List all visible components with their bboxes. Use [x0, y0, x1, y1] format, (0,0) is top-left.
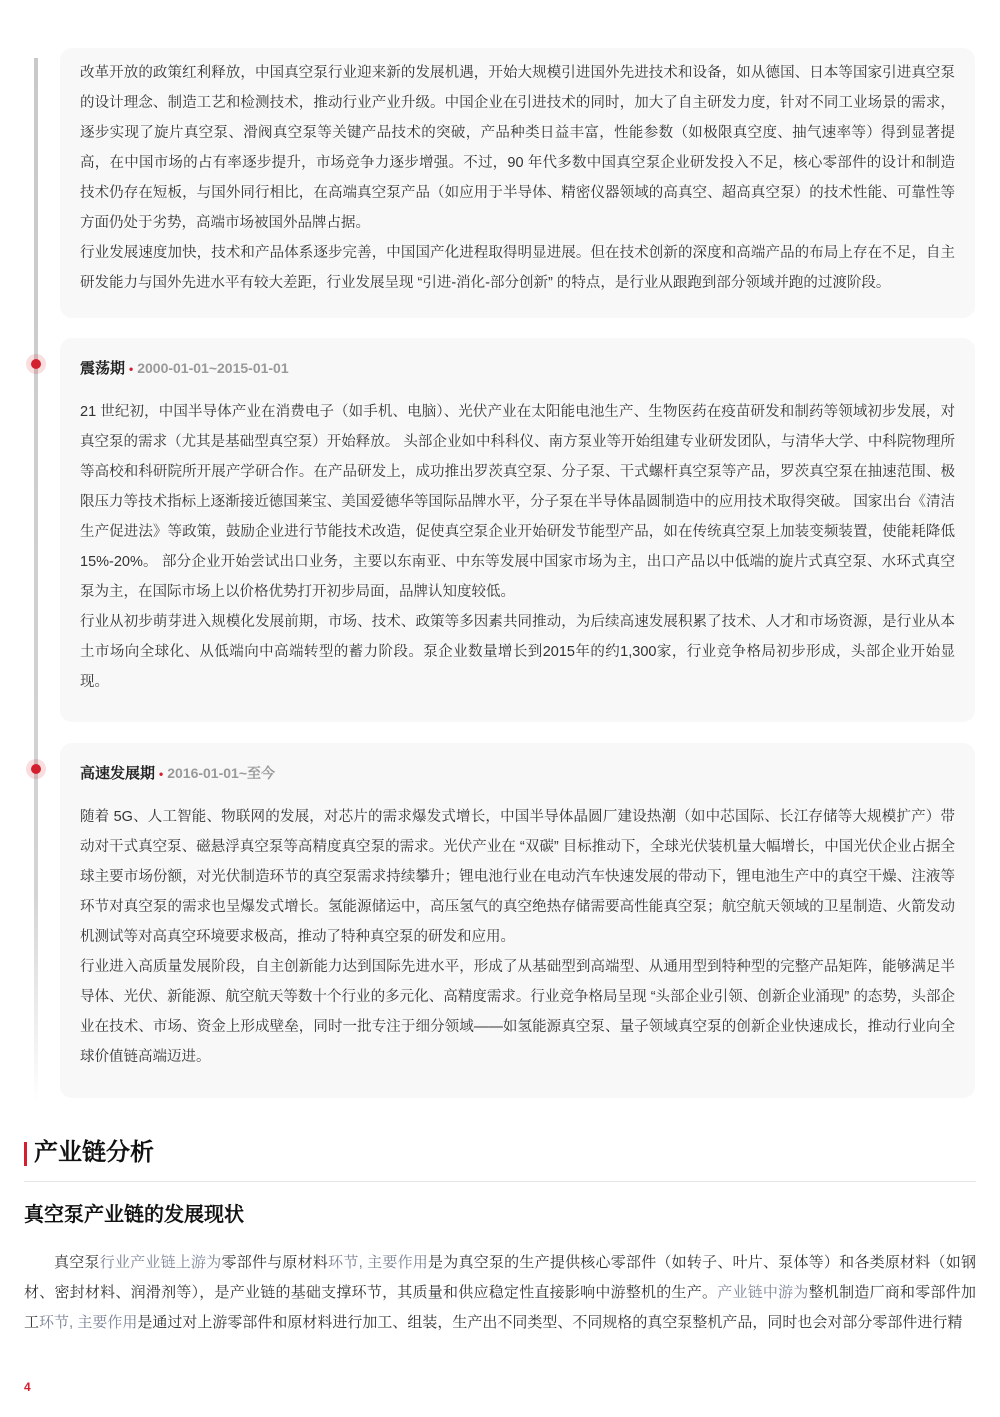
- card-paragraph: 行业进入高质量发展阶段，自主创新能力达到国际先进水平，形成了从基础型到高端型、从通用型到特种型的完整产品矩阵，能够满足半导体、光伏、新能源、航空航天等数十个行业的多元化、高精度需求。行业竞争格局呈现 “头部企业引领、创新企业涌现” 的态势，头部企业在技术、市场、资金上形成壁垒，同时一批专注于细分领域——如氢能源真空泵、量子领域真空泵的创新企业快速成长，推动行业向全球价值链高端迈进。: [80, 959, 955, 1065]
- body-text: 零部件与原材料: [221, 1254, 329, 1271]
- stage-date-range: 2000-01-01~2015-01-01: [137, 360, 289, 376]
- highlight-text: 行业产业链上游为: [99, 1254, 222, 1271]
- timeline-card-reform: [60, 48, 975, 318]
- body-text: 整机制造厂商和零部件加工: [24, 1284, 976, 1331]
- heading-accent-bar: [24, 1142, 27, 1166]
- timeline-dot-icon: [26, 354, 46, 374]
- card-header: [80, 761, 955, 786]
- card-paragraph: 行业发展速度加快，技术和产品体系逐步完善，中国国产化进程取得明显进展。但在技术创新的深度和高端产品的布局上存在不足，自主研发能力与国外先进水平有较大差距，行业发展呈现 “引进-消化-部分创新” 的特点，是行业从跟跑到部分领域并跑的过渡阶段。: [80, 245, 955, 291]
- timeline-dot-icon: [26, 759, 46, 779]
- highlight-text: 环节, 主要作用: [39, 1314, 138, 1331]
- body-paragraph: [24, 1248, 976, 1338]
- card-paragraph: 行业从初步萌芽进入规模化发展前期，市场、技术、政策等多因素共同推动，为后续高速发展积累了技术、人才和市场资源，是行业从本土市场向全球化、从低端向中高端转型的蓄力阶段。泵企业数量增长到2015年的约1,300家，行业竞争格局初步形成，头部企业开始显现。: [80, 614, 955, 690]
- highlight-text: 环节, 主要作用: [328, 1254, 429, 1271]
- page-number: 4: [24, 1380, 31, 1394]
- body-text: 真空泵: [54, 1254, 100, 1271]
- body-text: 是通过对上游零部件和原材料进行加工、组装，生产出不同类型、不同规格的真空泵整机产品，同时也会对部分零部件进行精: [137, 1314, 963, 1331]
- stage-title: 震荡期: [80, 360, 126, 377]
- timeline-card-turbulent: [60, 338, 975, 722]
- highlight-text: 产业链中游为: [717, 1284, 809, 1301]
- subsection-title: 真空泵产业链的发展现状: [24, 1204, 244, 1226]
- timeline-line: [34, 58, 38, 1103]
- body-text: 是为真空泵的生产提供核心零部件（如转子、叶片、泵体等）和各类原材料（如钢材、密封材料、润滑剂等），是产业链的基础支撑环节，其质量和供应稳定性直接影响中游整机的生产。: [24, 1254, 976, 1301]
- card-paragraph: 随着 5G、人工智能、物联网的发展，对芯片的需求爆发式增长，中国半导体晶圆厂建设热潮（如中芯国际、长江存储等大规模扩产）带动对干式真空泵、磁悬浮真空泵等高精度真空泵的需求。光伏产业在 “双碳” 目标推动下，全球光伏装机量大幅增长，中国光伏企业占据全球主要市场份额，对光伏制造环节的真空泵需求持续攀升；锂电池行业在电动汽车快速发展的带动下，锂电池生产中的真空干燥、注液等环节对真空泵的需求也呈爆发式增长。氢能源储运中，高压氢气的真空绝热存储需要高性能真空泵；航空航天领域的卫星制造、火箭发动机测试等对高真空环境要求极高，推动了特种真空泵的研发和应用。: [80, 809, 955, 945]
- separator-dot-icon: •: [159, 767, 164, 781]
- stage-date-range: 2016-01-01~至今: [167, 765, 276, 781]
- separator-dot-icon: •: [129, 362, 134, 376]
- card-header: [80, 356, 955, 381]
- card-paragraph: 21 世纪初，中国半导体产业在消费电子（如手机、电脑）、光伏产业在太阳能电池生产、生物医药在疫苗研发和制药等领域初步发展，对真空泵的需求（尤其是基础型真空泵）开始释放。 头部企业如中科科仪、南方泵业等开始组建专业研发团队，与清华大学、中科院物理所等高校和科研院所开展产学研合作。在产品研发上，成功推出罗茨真空泵、分子泵、干式螺杆真空泵等产品，罗茨真空泵在抽速范围、极限压力等技术指标上逐渐接近德国莱宝、美国爱德华等国际品牌水平，分子泵在半导体晶圆制造中的应用技术取得突破。 国家出台《清洁生产促进法》等政策，鼓励企业进行节能技术改造，促使真空泵企业开始研发节能型产品，如在传统真空泵上加装变频装置，使能耗降低15%-20%。 部分企业开始尝试出口业务，主要以东南亚、中东等发展中国家市场为主，出口产品以中低端的旋片式真空泵、水环式真空泵为主，在国际市场上以价格优势打开初步局面，品牌认知度较低。: [80, 404, 955, 600]
- timeline-card-rapid-growth: [60, 743, 975, 1098]
- card-paragraph: 改革开放的政策红利释放，中国真空泵行业迎来新的发展机遇，开始大规模引进国外先进技术和设备，如从德国、日本等国家引进真空泵的设计理念、制造工艺和检测技术，推动行业产业升级。中国企业在引进技术的同时，加大了自主研发力度，针对不同工业场景的需求，逐步实现了旋片真空泵、滑阀真空泵等关键产品技术的突破，产品种类日益丰富，性能参数（如极限真空度、抽气速率等）得到显著提高，在中国市场的占有率逐步提升，市场竞争力逐步增强。不过，90 年代多数中国真空泵企业研发投入不足，核心零部件的设计和制造技术仍存在短板，与国外同行相比，在高端真空泵产品（如应用于半导体、精密仪器领域的高真空、超高真空泵）的技术性能、可靠性等方面仍处于劣势，高端市场被国外品牌占据。: [80, 65, 955, 231]
- section-heading: [24, 1136, 976, 1182]
- section-title: 产业链分析: [34, 1139, 154, 1166]
- stage-title: 高速发展期: [80, 765, 156, 782]
